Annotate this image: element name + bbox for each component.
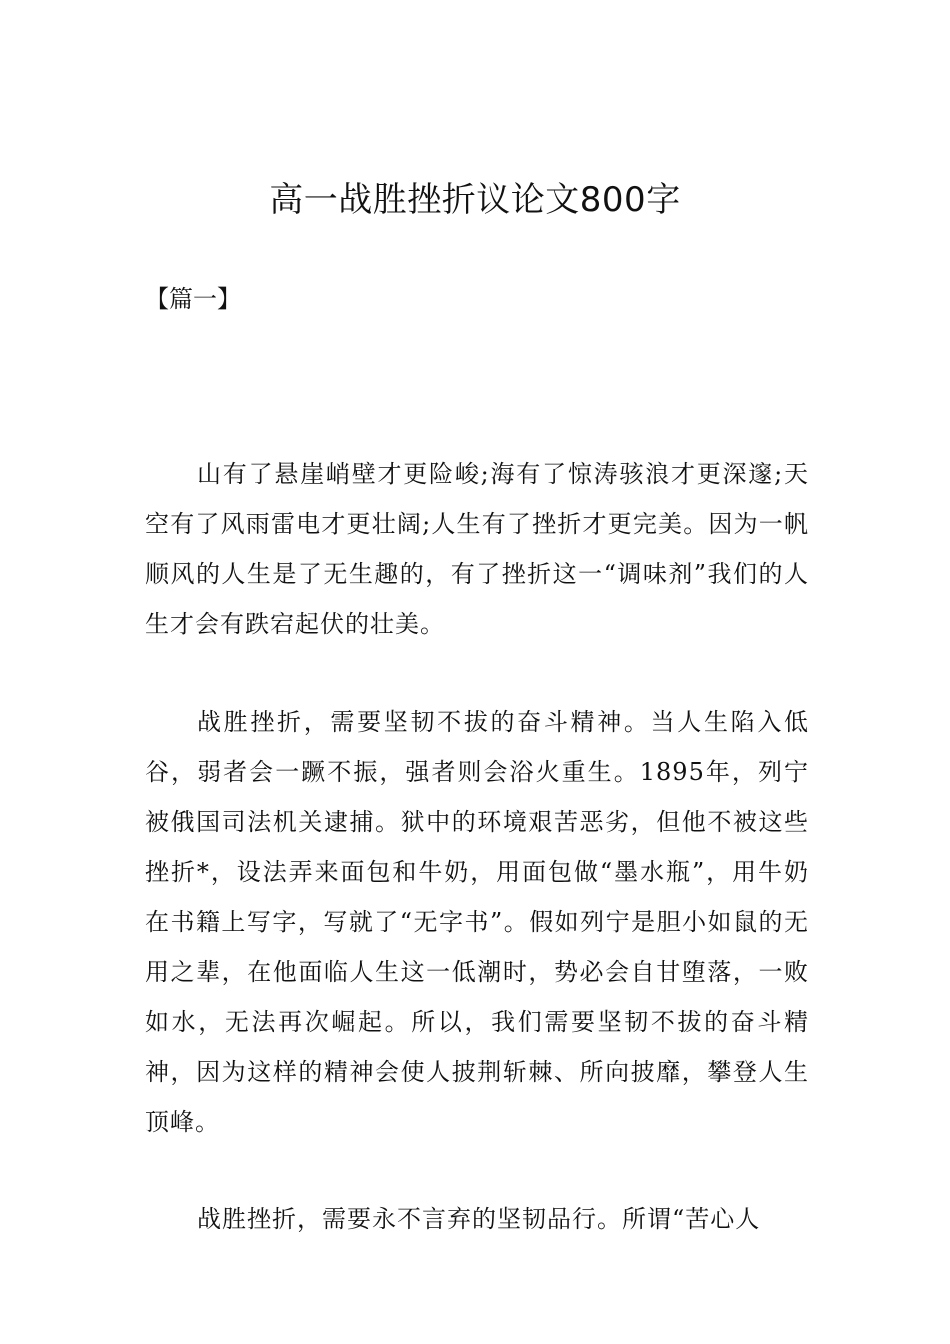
paragraph-1: 山有了悬崖峭壁才更险峻;海有了惊涛骇浪才更深邃;天空有了风雨雷电才更壮阔;人生有了挫折才更完美。因为一帆顺风的人生是了无生趣的，有了挫折这一“调味剂”我们的人生才会有跌宕起伏的壮美。 [145, 460, 809, 638]
section-label: 【篇一】 [145, 285, 241, 313]
paragraph-2: 战胜挫折，需要坚韧不拔的奋斗精神。当人生陷入低谷，弱者会一蹶不振，强者则会浴火重生。1895年，列宁被俄国司法机关逮捕。狱中的环境艰苦恶劣，但他不被这些挫折*，设法弄来面包和牛奶，用面包做“墨水瓶”，用牛奶在书籍上写字，写就了“无字书”。假如列宁是胆小如鼠的无用之辈，在他面临人生这一低潮时，势必会自甘堕落，一败如水，无法再次崛起。所以，我们需要坚韧不拔的奋斗精神，因为这样的精神会使人披荆斩棘、所向披靡，攀登人生顶峰。 [145, 708, 809, 1136]
document-title: 高一战胜挫折议论文800字 [269, 180, 681, 220]
paragraph-3: 战胜挫折，需要永不言弃的坚韧品行。所谓“苦心人 [197, 1205, 761, 1233]
